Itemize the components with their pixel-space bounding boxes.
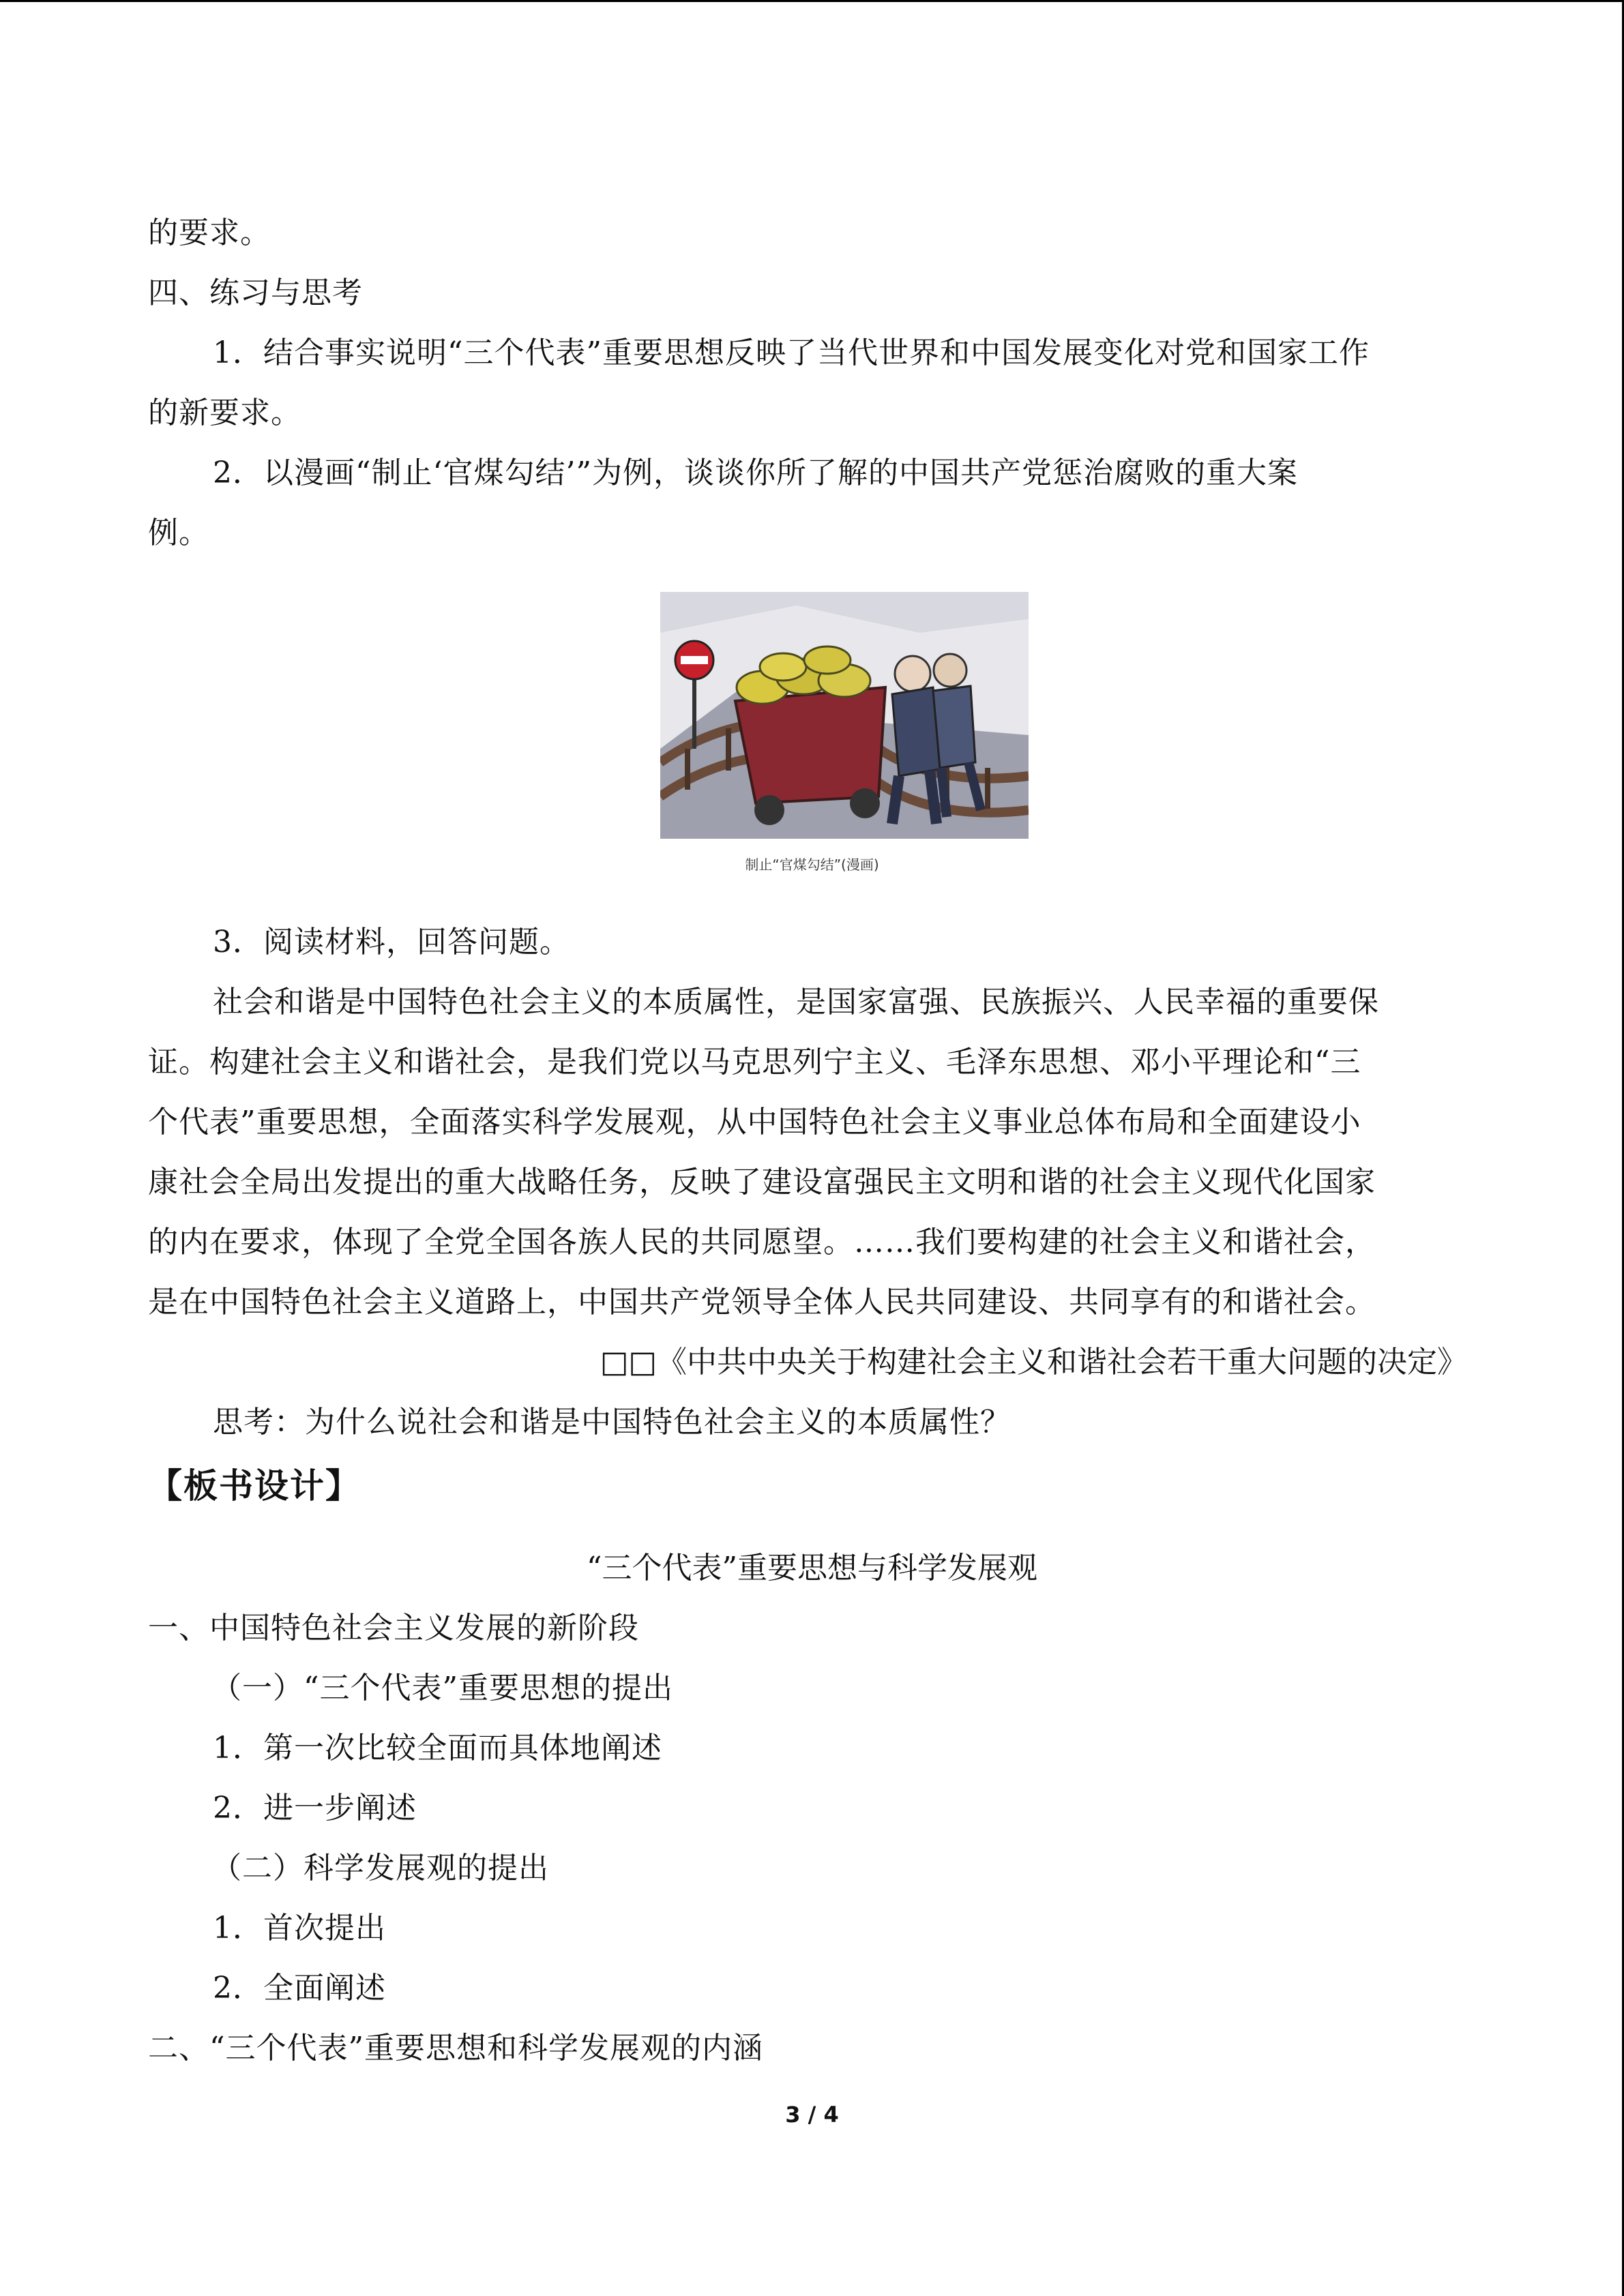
text-line: 的要求。 — [148, 215, 271, 250]
question-2-line-2: 例。 — [148, 516, 209, 550]
material-line: 社会和谐是中国特色社会主义的本质属性，是国家富强、民族振兴、人民幸福的重要保 — [213, 985, 1379, 1019]
cartoon-image — [660, 592, 1029, 839]
question-1-line-2: 的新要求。 — [148, 396, 301, 430]
board-item: 2．全面阐述 — [213, 1971, 386, 2006]
material-line: 是在中国特色社会主义道路上，中国共产党领导全体人民共同建设、共同享有的和谐社会。 — [148, 1285, 1376, 1320]
board-item: （二）科学发展观的提出 — [211, 1851, 549, 1885]
page-number: 3 / 4 — [785, 2102, 839, 2128]
material-line: 的内在要求，体现了全党全国各族人民的共同愿望。……我们要构建的社会主义和谐社会， — [148, 1225, 1376, 1259]
question-2-line-1: 2．以漫画“制止‘官煤勾结’”为例，谈谈你所了解的中国共产党惩治腐败的重大案 — [213, 456, 1298, 490]
page-border-top — [0, 0, 1624, 2]
material-line: 个代表”重要思想，全面落实科学发展观，从中国特色社会主义事业总体布局和全面建设小 — [148, 1105, 1361, 1139]
material-line: 康社会全局出发提出的重大战略任务，反映了建设富强民主文明和谐的社会主义现代化国家 — [148, 1165, 1376, 1199]
material-line: 证。构建社会主义和谐社会，是我们党以马克思列宁主义、毛泽东思想、邓小平理论和“三 — [148, 1045, 1361, 1079]
board-item: 二、“三个代表”重要思想和科学发展观的内涵 — [148, 2031, 763, 2066]
board-design-heading: 【板书设计】 — [148, 1466, 361, 1506]
question-1-line-1: 1．结合事实说明“三个代表”重要思想反映了当代世界和中国发展变化对党和国家工作 — [213, 336, 1370, 370]
board-title: “三个代表”重要思想与科学发展观 — [587, 1551, 1037, 1585]
board-item: 一、中国特色社会主义发展的新阶段 — [148, 1611, 639, 1645]
board-item: 1．第一次比较全面而具体地阐述 — [213, 1731, 662, 1765]
section-title: 四、练习与思考 — [148, 275, 363, 310]
thinking-question: 思考：为什么说社会和谐是中国特色社会主义的本质属性？ — [213, 1405, 1011, 1440]
figure-caption: 制止“官煤勾结”(漫画) — [745, 856, 879, 873]
question-3-title: 3．阅读材料，回答问题。 — [213, 925, 570, 959]
board-item: 1．首次提出 — [213, 1911, 386, 1945]
board-item: （一）“三个代表”重要思想的提出 — [211, 1671, 673, 1705]
material-source: □□《中共中央关于构建社会主义和谐社会若干重大问题的决定》 — [600, 1345, 1467, 1380]
board-item: 2．进一步阐述 — [213, 1791, 417, 1825]
